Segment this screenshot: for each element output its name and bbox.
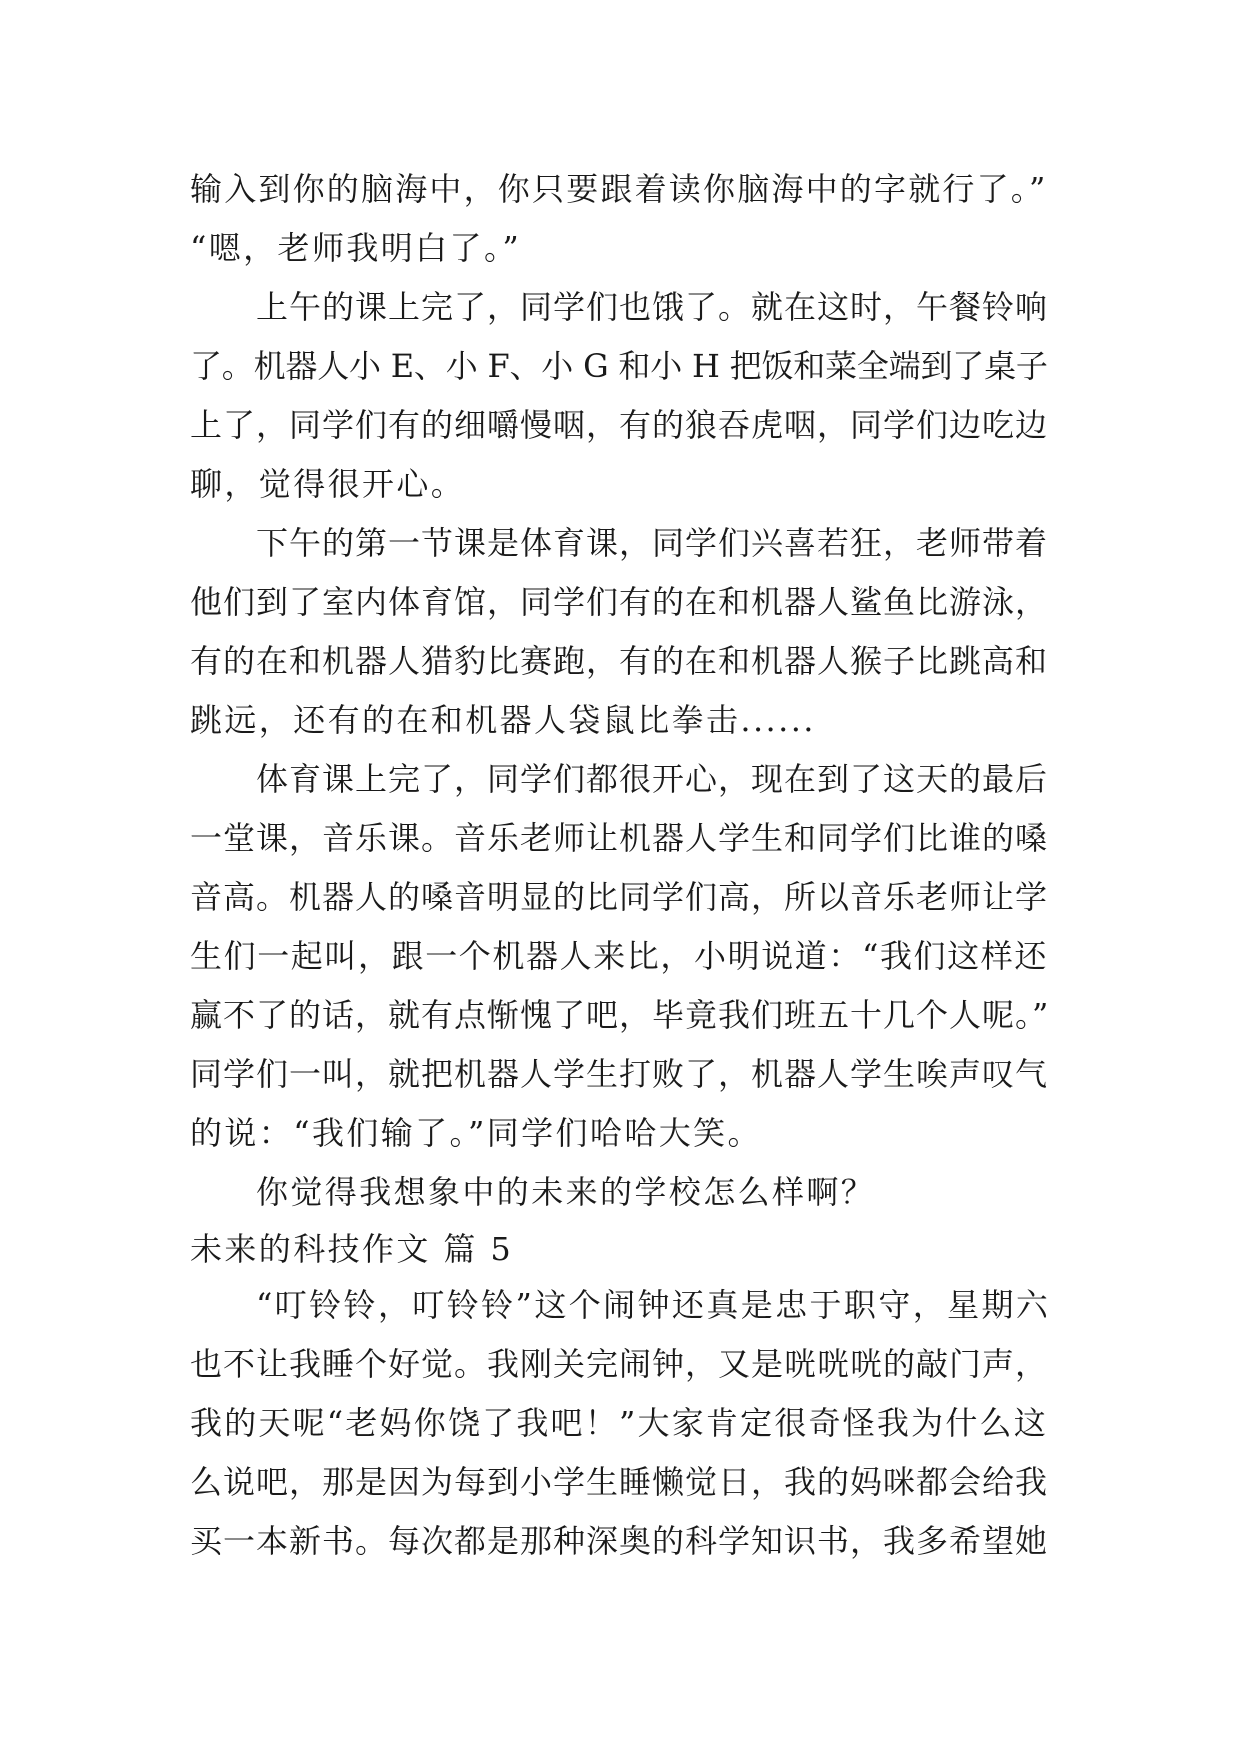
- section-heading: 未来的科技作文 篇 5: [190, 1230, 514, 1268]
- text-line: “叮铃铃，叮铃铃”这个闹钟还真是忠于职守，星期六: [256, 1286, 1051, 1324]
- text-line: 下午的第一节课是体育课，同学们兴喜若狂，老师带着: [256, 524, 1049, 562]
- text-line: 也不让我睡个好觉。我刚关完闹钟，又是咣咣咣的敲门声，: [190, 1345, 1049, 1383]
- text-line: 的说：“我们输了。”同学们哈哈大笑。: [190, 1114, 762, 1152]
- text-line: 上午的课上完了，同学们也饿了。就在这时，午餐铃响: [256, 288, 1049, 326]
- text-line: 聊，觉得很开心。: [190, 465, 466, 503]
- text-line: 体育课上完了，同学们都很开心，现在到了这天的最后: [256, 760, 1049, 798]
- text-line: 他们到了室内体育馆，同学们有的在和机器人鲨鱼比游泳，: [190, 583, 1049, 621]
- text-line: 输入到你的脑海中，你只要跟着读你脑海中的字就行了。”: [190, 170, 1048, 208]
- text-line: 买一本新书。每次都是那种深奥的科学知识书，我多希望她: [190, 1522, 1049, 1560]
- text-line: 么说吧，那是因为每到小学生睡懒觉日，我的妈咪都会给我: [190, 1463, 1049, 1501]
- text-line: 一堂课，音乐课。音乐老师让机器人学生和同学们比谁的嗓: [190, 819, 1049, 857]
- text-line: 生们一起叫，跟一个机器人来比，小明说道：“我们这样还: [190, 937, 1048, 975]
- text-line: “嗯，老师我明白了。”: [190, 229, 522, 267]
- text-line: 上了，同学们有的细嚼慢咽，有的狼吞虎咽，同学们边吃边: [190, 406, 1049, 444]
- text-line: 音高。机器人的嗓音明显的比同学们高，所以音乐老师让学: [190, 878, 1049, 916]
- text-line: 同学们一叫，就把机器人学生打败了，机器人学生唉声叹气: [190, 1055, 1049, 1093]
- text-line: 了。机器人小 E、小 F、小 G 和小 H 把饭和菜全端到了桌子: [190, 347, 1048, 385]
- text-line: 我的天呢“老妈你饶了我吧！”大家肯定很奇怪我为什么这: [190, 1404, 1048, 1442]
- text-line: 你觉得我想象中的未来的学校怎么样啊？: [256, 1173, 876, 1211]
- text-line: 赢不了的话，就有点惭愧了吧，毕竟我们班五十几个人呢。”: [190, 996, 1050, 1034]
- text-line: 有的在和机器人猎豹比赛跑，有的在和机器人猴子比跳高和: [190, 642, 1049, 680]
- document-body: [190, 160, 1050, 1571]
- text-line: 跳远，还有的在和机器人袋鼠比拳击......: [190, 701, 816, 739]
